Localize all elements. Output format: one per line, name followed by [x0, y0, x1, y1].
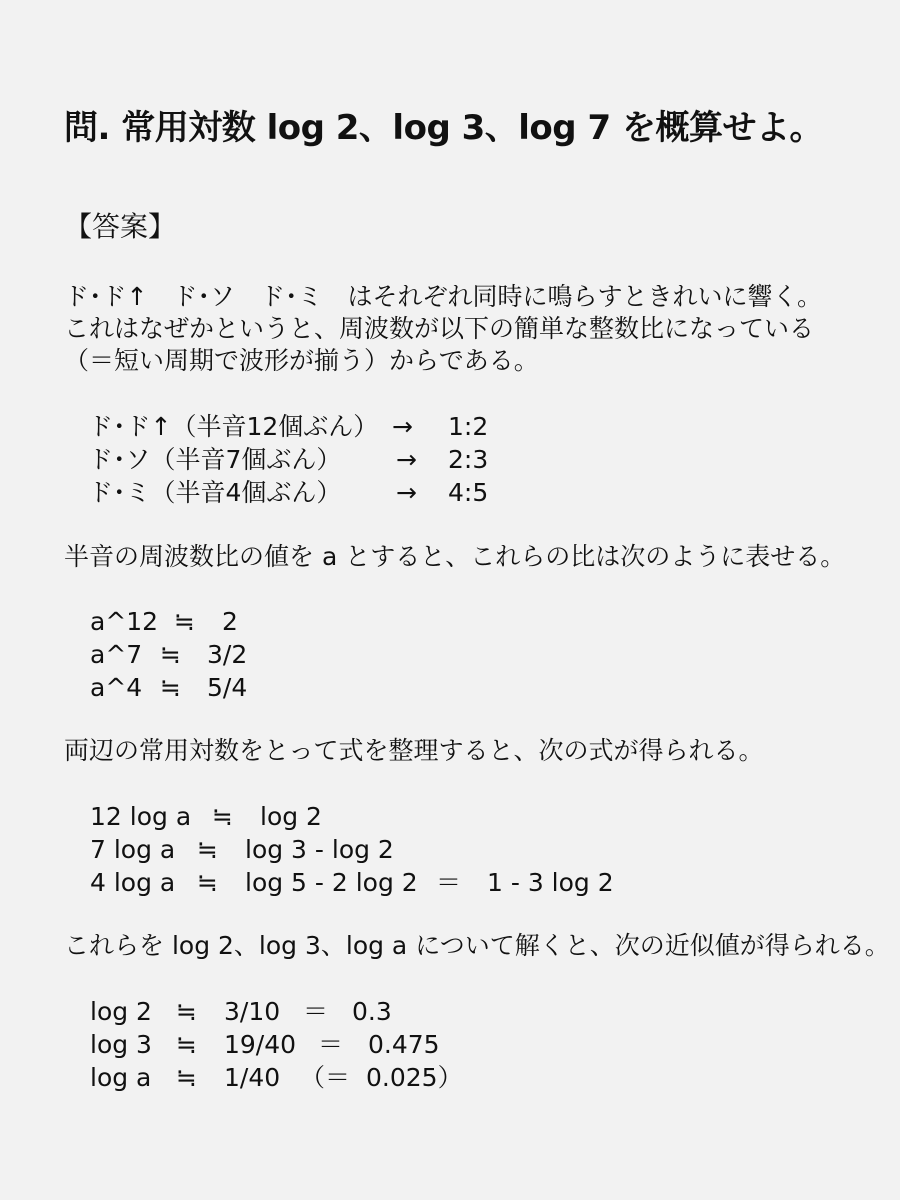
- intro-line-2: これはなぜかというと、周波数が以下の簡単な整数比になっている: [64, 314, 815, 343]
- log-rhs: log 5 - 2 log 2: [245, 868, 418, 897]
- approx-sign: ≒: [197, 868, 218, 897]
- answer-heading: 【答案】: [64, 210, 177, 243]
- log-rhs: log 2: [260, 802, 322, 831]
- approx-sign: ≒: [197, 835, 218, 864]
- approx-sign: ≒: [176, 1063, 197, 1092]
- equals-sign: ＝: [436, 868, 462, 897]
- intro-line-3: （＝短い周期で波形が揃う）からである。: [64, 346, 539, 375]
- equals-sign: ＝: [318, 1030, 344, 1059]
- interval-arrow: →: [396, 445, 417, 474]
- approx-sign: ≒: [176, 997, 197, 1026]
- log-lhs: 12 log a: [90, 802, 192, 831]
- log-lhs: 7 log a: [90, 835, 176, 864]
- equals-sign: ＝: [303, 997, 329, 1026]
- equals-sign: （＝: [300, 1063, 351, 1092]
- approx-sign: ≒: [176, 1030, 197, 1059]
- approx-sign: ≒: [160, 673, 181, 702]
- solve-text: これらを log 2、log 3、log a について解くと、次の近似値が得られる。: [64, 931, 890, 960]
- semitone-text: 半音の周波数比の値を a とすると、これらの比は次のように表せる。: [64, 542, 846, 571]
- power-lhs: a^12: [90, 607, 159, 636]
- log-lhs: 4 log a: [90, 868, 176, 897]
- interval-ratio: 2:3: [448, 445, 489, 474]
- log-rhs-simplified: 1 - 3 log 2: [487, 868, 614, 897]
- result-value: 0.475: [368, 1030, 440, 1059]
- result-lhs: log 2: [90, 997, 152, 1026]
- intro-line-1: ド･ド↑ ド･ソ ド･ミ はそれぞれ同時に鳴らすときれいに響く。: [64, 282, 822, 311]
- result-fraction: 1/40: [224, 1063, 281, 1092]
- log-rhs: log 3 - log 2: [245, 835, 394, 864]
- result-lhs: log 3: [90, 1030, 152, 1059]
- power-lhs: a^4: [90, 673, 143, 702]
- interval-arrow: →: [392, 412, 413, 441]
- power-rhs: 5/4: [207, 673, 248, 702]
- result-fraction: 19/40: [224, 1030, 297, 1059]
- problem-title: 問. 常用対数 log 2、log 3、log 7 を概算せよ。: [64, 108, 823, 148]
- log-text: 両辺の常用対数をとって式を整理すると、次の式が得られる。: [64, 736, 764, 765]
- result-value: 0.3: [352, 997, 392, 1026]
- approx-sign: ≒: [212, 802, 233, 831]
- power-lhs: a^7: [90, 640, 143, 669]
- power-rhs: 2: [222, 607, 238, 636]
- result-lhs: log a: [90, 1063, 152, 1092]
- interval-ratio: 4:5: [448, 478, 489, 507]
- interval-ratio: 1:2: [448, 412, 489, 441]
- interval-label: ド･ミ（半音4個ぶん）: [88, 478, 342, 507]
- power-rhs: 3/2: [207, 640, 248, 669]
- interval-label: ド･ド↑（半音12個ぶん）: [88, 412, 379, 441]
- approx-sign: ≒: [174, 607, 195, 636]
- interval-arrow: →: [396, 478, 417, 507]
- result-fraction: 3/10: [224, 997, 281, 1026]
- result-value: 0.025）: [366, 1063, 463, 1092]
- approx-sign: ≒: [160, 640, 181, 669]
- interval-label: ド･ソ（半音7個ぶん）: [88, 445, 342, 474]
